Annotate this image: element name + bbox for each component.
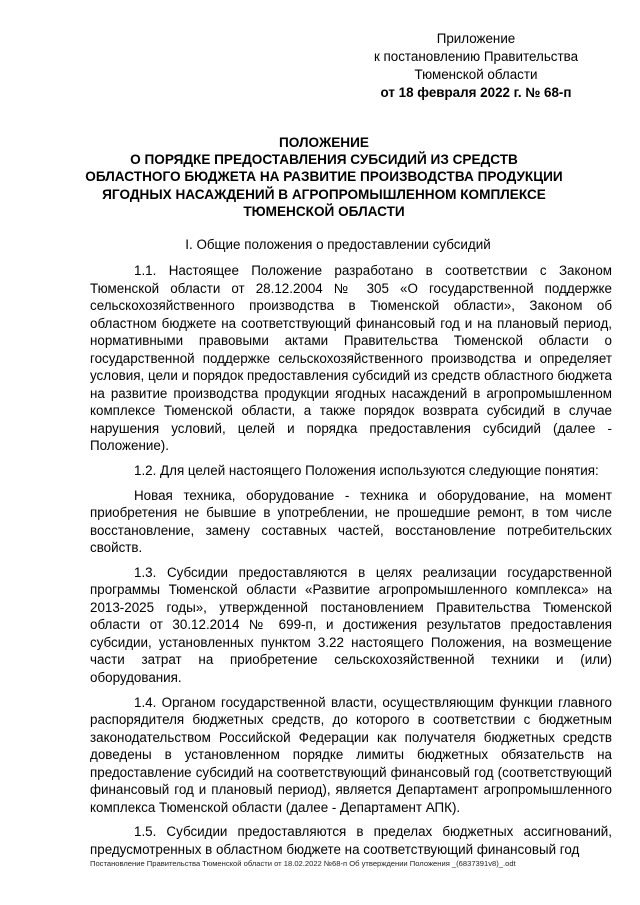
appendix-header: [346, 30, 606, 102]
paragraph-definition: Новая техника, оборудование - техника и оборудование, на момент приобретения не бывшие в употреблении, не прошедшие ремонт, в том числе восстановление, замену составных частей, восстановление потребительских свойств.: [90, 487, 612, 556]
document-title: [84, 134, 564, 220]
paragraph-1-4: 1.4. Органом государственной власти, осуществляющим функции главного распорядителя бюджетных средств, до которого в соответствии с бюджетным законодательством Российской Федерации как получателя бюджетных средств доведены в установленном порядке лимиты бюджетных обязательств на предоставление субсидий на соответствующий финансовый год (соответствующий финансовый год и плановый период), является Департамент агропромышленного комплекса Тюменской области (далее - Департамент АПК).: [90, 694, 612, 815]
document-body: [90, 262, 612, 866]
paragraph-1-1: 1.1. Настоящее Положение разработано в соответствии с Законом Тюменской области от 28.12.2004 № 305 «О государственной поддержке сельскохозяйственного производства в Тюменской области», Законом об областном бюджете на соответствующий финансовый год и на плановый период, нормативными правовыми актами Правительства Тюменской области о государственной поддержке сельскохозяйственного производства и определяет условия, цели и порядок предоставления субсидий из средств областного бюджета на развитие производства продукции ягодных насаждений в агропромышленном комплексе Тюменской области, а также порядок возврата субсидий в случае нарушения условий, целей и порядка предоставления субсидий (далее - Положение).: [90, 263, 612, 454]
appendix-region: Тюменской области: [414, 67, 538, 82]
section-heading: I. Общие положения о предоставлении субсидий: [185, 237, 491, 252]
title-line-5: ТЮМЕНСКОЙ ОБЛАСТИ: [243, 203, 405, 219]
title-line-3: ОБЛАСТНОГО БЮДЖЕТА НА РАЗВИТИЕ ПРОИЗВОДСТВА ПРОДУКЦИИ: [85, 169, 563, 185]
title-line-4: ЯГОДНЫХ НАСАЖДЕНИЙ В АГРОПРОМЫШЛЕННОМ КОМПЛЕКСЕ: [102, 186, 546, 202]
title-line-2: О ПОРЯДКЕ ПРЕДОСТАВЛЕНИЯ СУБСИДИЙ ИЗ СРЕДСТВ: [130, 152, 518, 168]
appendix-resolution: к постановлению Правительства: [373, 49, 579, 64]
appendix-label: Приложение: [436, 31, 516, 46]
paragraph-1-5: 1.5. Субсидии предоставляются в пределах бюджетных ассигнований, предусмотренных в областном бюджете на соответствующий финансовый год: [90, 824, 612, 857]
appendix-date-number: от 18 февраля 2022 г. № 68-п: [380, 85, 572, 100]
title-line-1: ПОЛОЖЕНИЕ: [279, 135, 369, 150]
paragraph-1-2: 1.2. Для целей настоящего Положения используются следующие понятия:: [134, 463, 599, 479]
page-footer: Постановление Правительства Тюменской области от 18.02.2022 №68-п Об утверждении Положения _(6837391v8)_.odt: [90, 859, 516, 868]
paragraph-1-3: 1.3. Субсидии предоставляются в целях реализации государственной программы Тюменской области «Развитие агропромышленного комплекса» на 2013-2025 годы», утвержденной постановлением Правительства Тюменской области от 30.12.2014 № 699-п, и достижения результатов предоставления субсидии, установленных пунктом 3.22 настоящего Положения, на возмещение части затрат на приобретение сельскохозяйственной техники и (или) оборудования.: [90, 564, 612, 686]
